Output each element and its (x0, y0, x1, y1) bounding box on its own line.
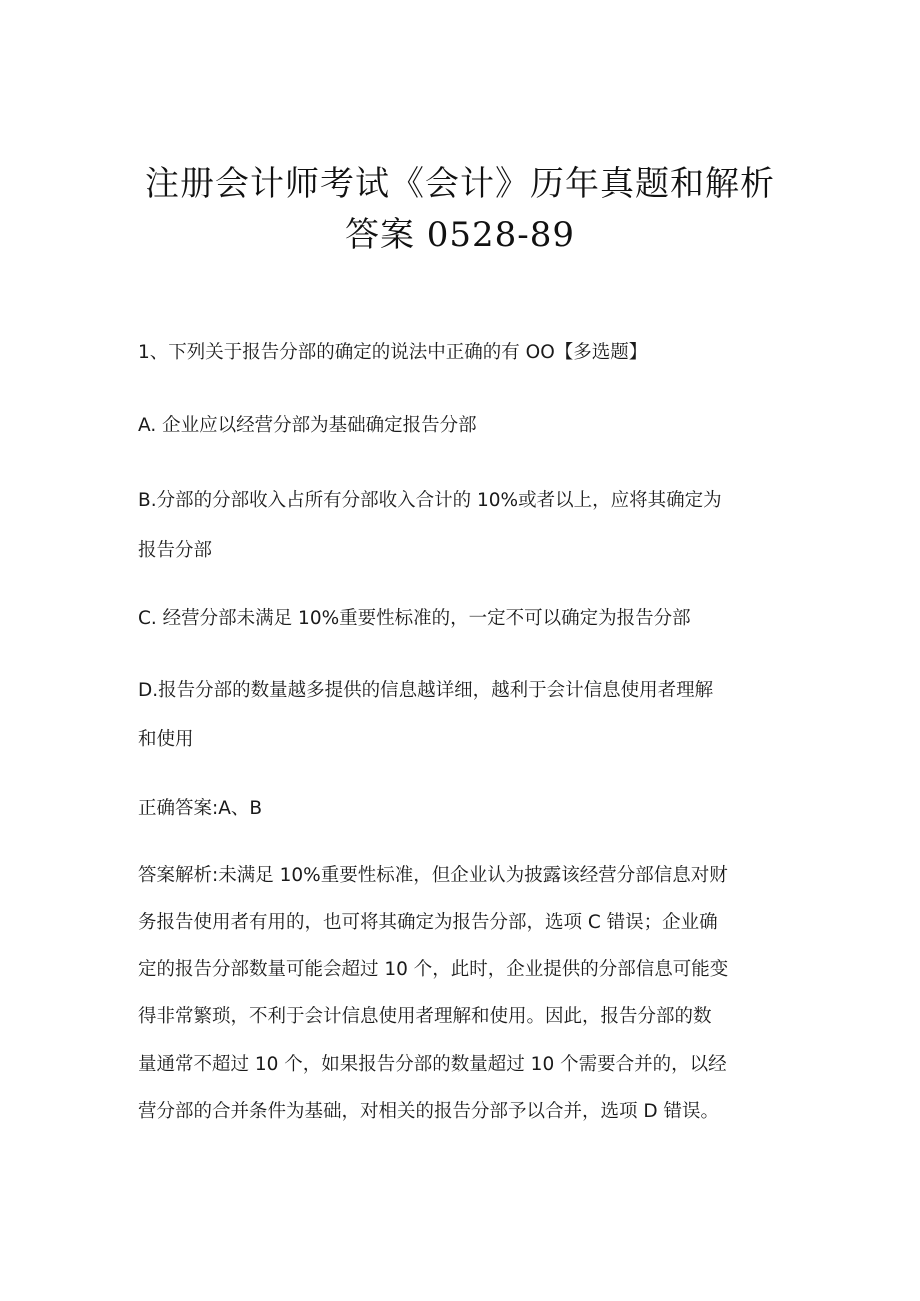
analysis-line: 答案解析:未满足 10%重要性标准，但企业认为披露该经营分部信息对财 (138, 865, 728, 886)
document-title-line2: 答案 0528-89 (344, 215, 576, 255)
option-c: C. 经营分部未满足 10%重要性标准的，一定不可以确定为报告分部 (138, 608, 691, 629)
option-a: A. 企业应以经营分部为基础确定报告分部 (138, 415, 477, 436)
option-b-line2: 报告分部 (138, 540, 213, 561)
option-d-line1: D.报告分部的数量越多提供的信息越详细，越利于会计信息使用者理解 (138, 680, 714, 701)
analysis-line: 定的报告分部数量可能会超过 10 个，此时，企业提供的分部信息可能变 (138, 959, 729, 980)
analysis-line: 得非常繁琐，不利于会计信息使用者理解和使用。因此，报告分部的数 (138, 1006, 712, 1027)
correct-answer: 正确答案:A、B (138, 798, 263, 819)
question-stem: 1、下列关于报告分部的确定的说法中正确的有 OO【多选题】 (138, 342, 648, 363)
option-d-line2: 和使用 (138, 729, 194, 750)
option-b-line1: B.分部的分部收入占所有分部收入合计的 10%或者以上，应将其确定为 (138, 490, 722, 511)
document-title-line1: 注册会计师考试《会计》历年真题和解析 (145, 164, 775, 204)
analysis-line: 量通常不超过 10 个，如果报告分部的数量超过 10 个需要合并的，以经 (138, 1054, 727, 1075)
analysis-line: 务报告使用者有用的，也可将其确定为报告分部，选项 C 错误；企业确 (138, 912, 718, 933)
analysis-line: 营分部的合并条件为基础，对相关的报告分部予以合并，选项 D 错误。 (138, 1101, 720, 1122)
